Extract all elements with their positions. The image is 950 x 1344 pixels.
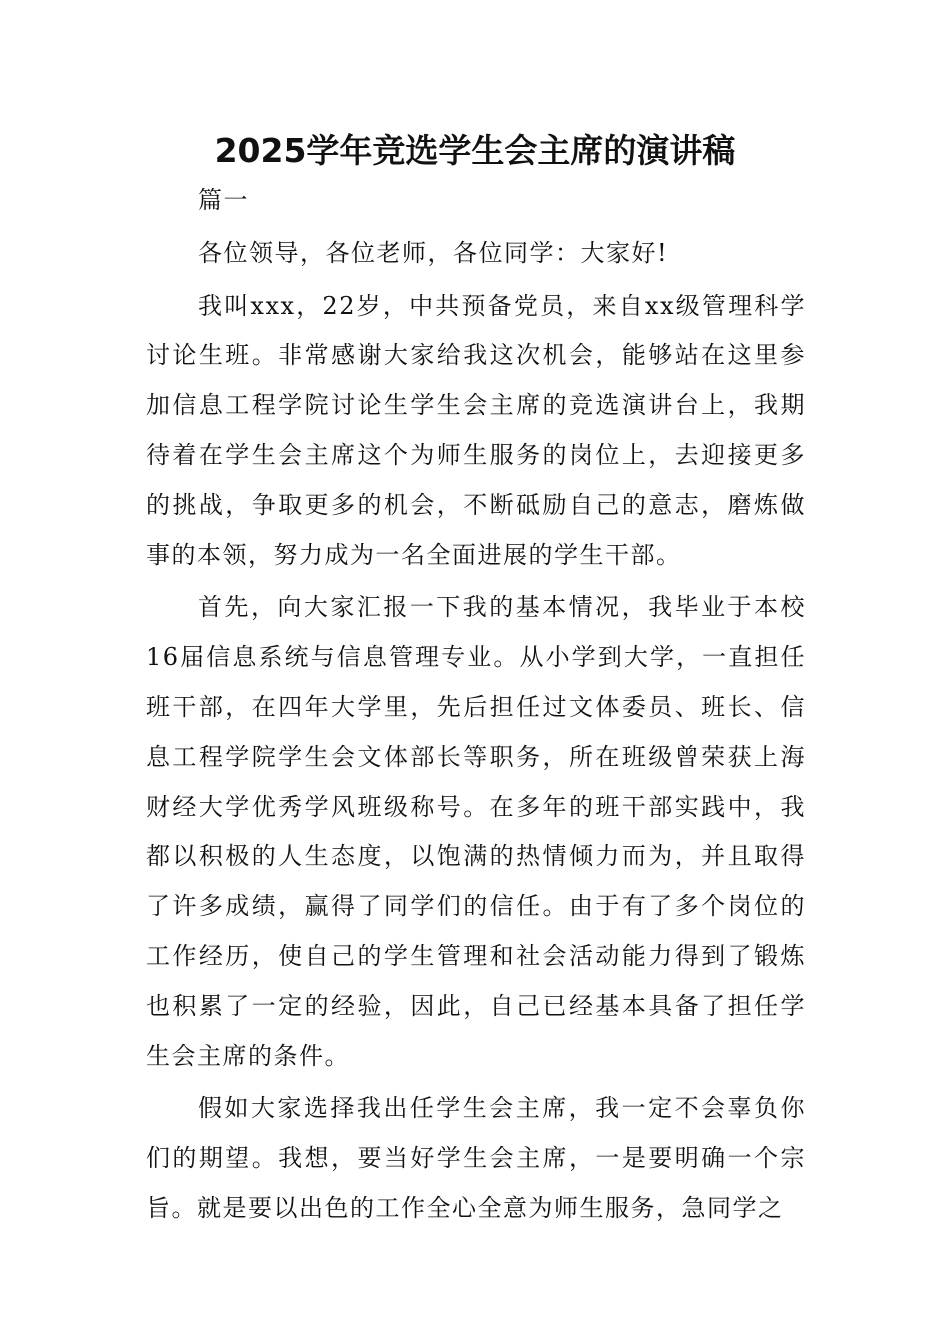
greeting-paragraph: 各位领导，各位老师，各位同学：大家好!	[198, 238, 669, 267]
pledge-paragraph: 假如大家选择我出任学生会主席，我一定不会辜负你们的期望。我想，要当好学生会主席，一是要明确一个宗旨。就是要以出色的工作全心全意为师生服务，急同学之	[146, 1094, 806, 1222]
introduction-paragraph: 我叫xxx，22岁，中共预备党员，来自xx级管理科学讨论生班。非常感谢大家给我这次机会，能够站在这里参加信息工程学院讨论生学生会主席的竞选演讲台上，我期待着在学生会主席这个为师生服务的岗位上，去迎接更多的挑战，争取更多的机会，不断砥励自己的意志，磨炼做事的本领，努力成为一名全面进展的学生干部。	[146, 291, 806, 569]
document-body	[146, 176, 806, 1234]
document-title: 2025学年竞选学生会主席的演讲稿	[214, 131, 736, 170]
section-label: 篇一	[198, 186, 249, 214]
background-paragraph: 首先，向大家汇报一下我的基本情况，我毕业于本校16届信息系统与信息管理专业。从小学到大学，一直担任班干部，在四年大学里，先后担任过文体委员、班长、信息工程学院学生会文体部长等职务，所在班级曾荣获上海财经大学优秀学风班级称号。在多年的班干部实践中，我都以积极的人生态度，以饱满的热情倾力而为，并且取得了许多成绩，赢得了同学们的信任。由于有了多个岗位的工作经历，使自己的学生管理和社会活动能力得到了锻炼也积累了一定的经验，因此，自己已经基本具备了担任学生会主席的条件。	[146, 593, 806, 1070]
